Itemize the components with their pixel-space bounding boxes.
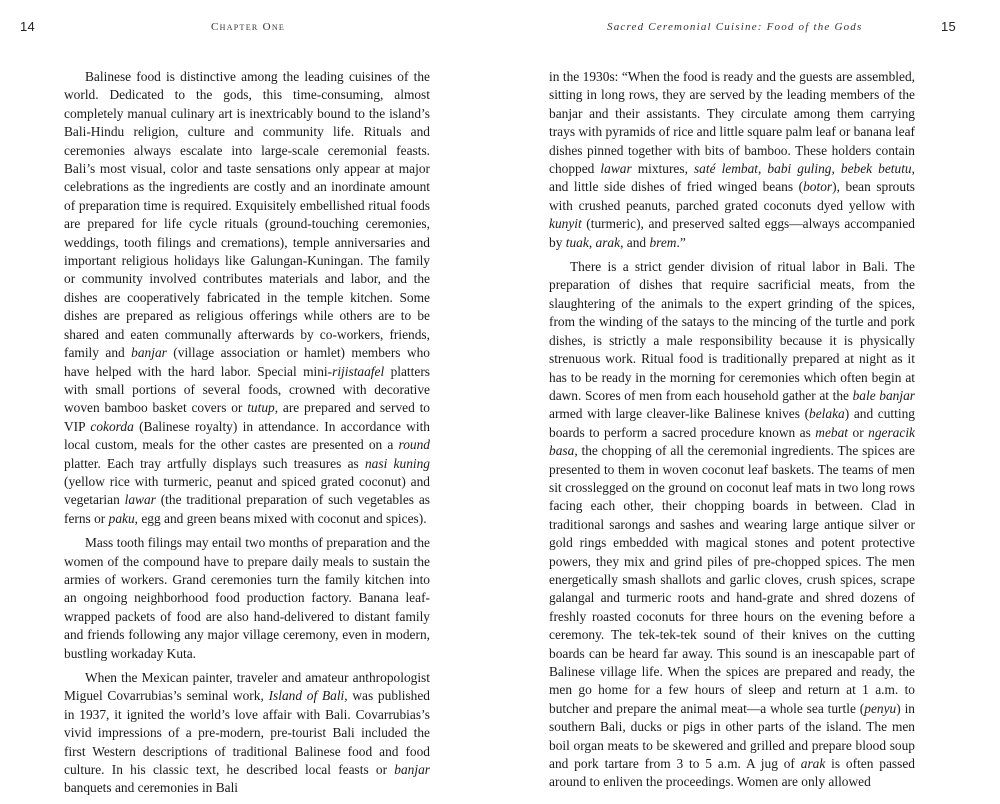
text-run: , — [588, 234, 596, 250]
italic-term: brem — [649, 234, 677, 250]
text-run: in the 1930s: “When the food is ready and the guests are assembled, sitting in long rows, they are served by the leading members of the banjar and their assistants. They circulate among them carrying trays with pyramids of rice and little square palm leaf or banana leaf dishes pinned together with bits of bamboo. These holders contain chopped — [549, 69, 915, 177]
italic-term: mebat — [815, 424, 849, 440]
italic-term: arak — [595, 234, 621, 250]
text-run: ) in southern Bali, ducks or pigs in other parts of the island. The men boil organ meats to be skewered and grilled and prepare blood soup and pork tartare from 3 to 5 a.m. A jug of — [549, 700, 915, 772]
text-run: Balinese food is distinctive among the leading cuisines of the world. Dedicated to the gods, this time-consuming, almost completely manual culinary art is inextricably bound to the island’s Bali-Hindu religion, culture and community life. Rituals and ceremonies always escalate into large-scale ceremonial feasts. Bali’s most visual, color and taste sensations only appear at major celebrations as the ingredients are costly and an inordinate amount of preparation time is required. Exquisitely embellished ritual foods are prepared for life cycle rituals (ground-touching ceremonies, weddings, tooth filings and cremations), temple anniversaries and important religious holidays like Galungan-Kuningan. The family or community involved contributes materials and labor, and the dishes are cooperatively fabricated in the temple kitchen. Some dishes are prepared as religious offerings while others are to be shared and eaten communally afterwards by co-workers, friends, family and — [64, 69, 430, 361]
page-number-right: 15 — [940, 19, 956, 34]
text-run: mixtures, — [631, 161, 694, 177]
text-run: (the traditional preparation of such vegetables as ferns or — [64, 492, 430, 526]
text-run: platter. Each tray artfully displays such treasures as — [64, 455, 365, 471]
italic-term: penyu — [864, 700, 897, 716]
italic-term: saté lembat — [693, 161, 759, 177]
text-run: , and little side dishes of fried winged beans ( — [549, 161, 915, 195]
italic-term: babi guling — [767, 161, 832, 177]
paragraph — [549, 258, 915, 792]
text-run: , was published in 1937, it ignited the world’s love affair with Bali. Covarrubias’s vivid impressions of a pre-modern, pre-tourist Bali included the first Western descriptions of traditional Balinese food and food culture. In his classic text, he described local feasts or — [64, 688, 430, 778]
text-run: When the Mexican painter, traveler and amateur anthropologist Miguel Covarrubias’s seminal work, — [64, 670, 430, 704]
paragraph — [64, 669, 430, 798]
italic-term: nasi kuning — [364, 455, 431, 471]
italic-term: ngeracik basa — [549, 424, 915, 459]
text-run: , — [758, 161, 768, 177]
running-head-left: Chapter One — [211, 21, 286, 33]
text-run: ), bean sprouts with crushed peanuts, parched grated coconuts dyed yellow with — [549, 179, 916, 213]
italic-term: bebek betutu — [840, 161, 912, 177]
text-run: or — [848, 424, 869, 440]
text-run: There is a strict gender division of ritual labor in Bali. The preparation of dishes that require sacrificial meats, from the slaughtering of the animals to the expert grinding of the spices, from the winding of the satays to the mincing of the turtle and pork dishes, is strictly a male responsibility because it is physically strenuous work. Ritual food is traditionally prepared at night as it has to be ready in the morning for ceremonies which often begin at dawn. Scores of men from each household gather at the — [549, 259, 915, 403]
text-run: platters with small portions of several foods, crowned with decorative woven bamboo basket covers or — [64, 363, 430, 416]
italic-term: lawar — [600, 161, 632, 177]
italic-term: cokorda — [90, 418, 134, 434]
text-run: (Balinese royalty) in attendance. In accordance with local custom, meals for the other castes are presented on a — [64, 418, 430, 453]
text-run: (yellow rice with turmeric, peanut and spiced grated coconut) and vegetarian — [64, 473, 430, 508]
italic-term: round — [398, 437, 430, 453]
italic-term: belaka — [809, 406, 845, 422]
text-run: (turmeric), and preserved salted eggs—always accompanied by — [549, 216, 915, 250]
italic-term: rijistaafel — [332, 363, 385, 379]
italic-term: kunyit — [549, 216, 582, 232]
right-page — [500, 0, 1000, 790]
italic-term: paku — [108, 510, 135, 526]
text-run: .” — [676, 234, 686, 250]
body-text-left — [64, 68, 430, 804]
text-run: armed with large cleaver-like Balinese knives ( — [549, 406, 810, 422]
text-run: banquets and ceremonies in Bali — [64, 780, 239, 796]
text-run: , egg and green beans mixed with coconut and spices). — [134, 510, 427, 526]
left-page — [0, 0, 500, 796]
paragraph — [64, 534, 430, 663]
italic-term: botor — [803, 179, 833, 195]
body-text-right — [549, 68, 915, 798]
text-run: , are prepared and served to VIP — [64, 400, 431, 434]
italic-term: lawar — [124, 492, 156, 508]
italic-term: Island of Bali — [268, 688, 345, 704]
text-run: , the chopping of all the ceremonial ingredients. The spices are presented to them in woven coconut leaf baskets. The teams of men sit crosslegged on the ground on coconut leaf mats in two long rows facing each other, their chopping boards in between. Clad in traditional sarongs and sashes and wearing large antique silver or gold rings embedded with magical stones and potent protective powers, they mix and grind piles of pre-chopped spices. The men energetically smash shallots and garlic cloves, crush spices, scrape galangal and turmeric roots and hand-grate and shred dozens of freshly roasted coconuts for three hours on the evening before a ceremony. The tek-tek-tek sound of their knives on the cutting boards can be heard far away. This sound is an inescapable part of Balinese village life. When the spices are prepared and ready, the men go home for a few hours of sleep and return at 1 a.m. to butcher and prepare the animal meat—a whole sea turtle ( — [549, 443, 915, 716]
paragraph-continued — [549, 68, 915, 252]
running-head-right: Sacred Ceremonial Cuisine: Food of the Gods — [607, 21, 863, 33]
italic-term: tutup — [247, 400, 275, 416]
italic-term: arak — [800, 756, 826, 772]
text-run: (village association or hamlet) members who have helped with the hard labor. Special mini- — [64, 345, 430, 379]
text-run: Mass tooth filings may entail two months of preparation and the women of the compound have to prepare daily meals to sustain the armies of workers. Grand ceremonies turn the family kitchen into an ongoing neighborhood food production factory. Banana leaf-wrapped packets of food are also hand-delivered to distant family and friends following any major village ceremony, even in modern, bustling workaday Kuta. — [64, 535, 430, 661]
text-run: is often passed around to enliven the proceedings. Women are only allowed — [549, 756, 915, 790]
text-run: ) and cutting boards to perform a sacred procedure known as — [549, 406, 915, 440]
italic-term: banjar — [394, 762, 430, 778]
text-run: , and — [620, 234, 650, 250]
italic-term: tuak — [565, 234, 589, 250]
text-run: , — [831, 161, 841, 177]
page-number-left: 14 — [20, 19, 36, 34]
italic-term: banjar — [131, 345, 167, 361]
paragraph — [64, 68, 430, 528]
italic-term: bale banjar — [852, 387, 915, 403]
